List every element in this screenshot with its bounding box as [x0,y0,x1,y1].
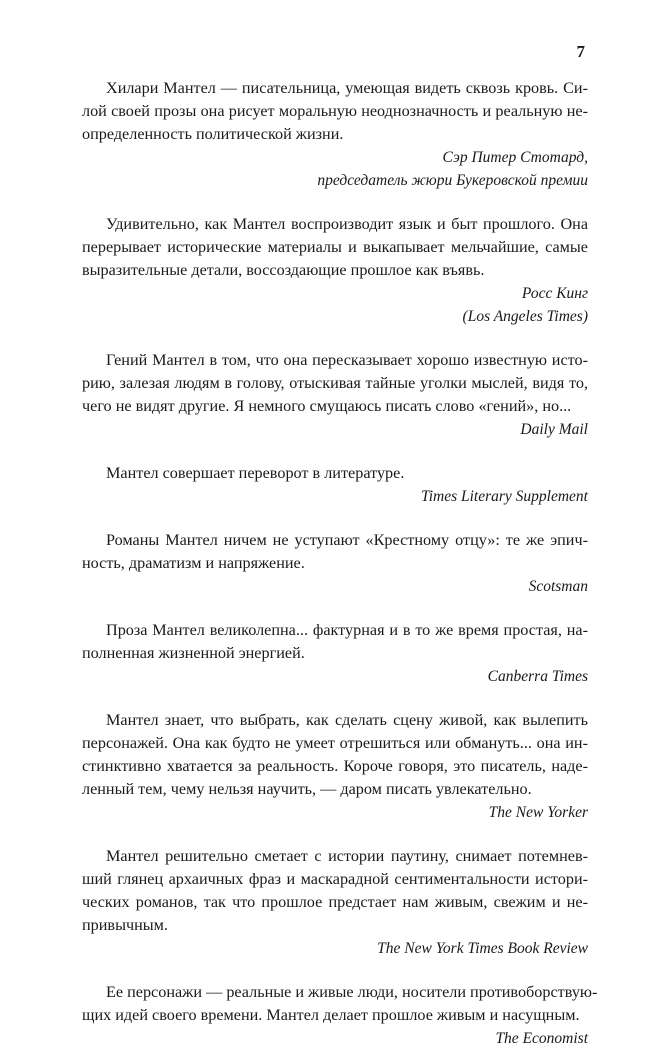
text-line: персонажей. Она как будто не умеет отрешиться или обмануть... она ин- [82,734,588,752]
text-line: Мантел знает, что выбрать, как сделать сцену живой, как вылепить [106,711,588,729]
blurb-source [82,485,588,508]
source-line: Times Literary Supplement [420,488,588,505]
text-line: Мантел решительно сметает с истории паутину, снимает потемнев- [106,847,588,865]
blurb-4 [82,462,588,508]
text-line: привычным. [82,916,168,934]
text-line: определенность политической жизни. [82,125,344,143]
source-line: Scotsman [528,578,588,595]
blurb-9 [82,981,598,1050]
blurb-source [82,146,588,192]
source-line: Росс Кинг [521,285,588,302]
page-number: 7 [576,42,585,61]
blurb-text [82,349,588,418]
text-line: Хилари Мантел — писательница, умеющая видеть сквозь кровь. Си- [106,79,588,97]
text-line: щих идей своего времени. Мантел делает прошлое живым и насущным. [82,1006,580,1024]
blurb-source [82,418,588,441]
text-line: Удивительно, как Мантел воспроизводит язык и быт прошлого. Она [106,215,588,233]
source-line: председатель жюри Букеровской премии [317,172,588,189]
source-line: Canberra Times [487,668,588,685]
source-line: The New Yorker [488,804,588,821]
text-line: полненная жизненной энергией. [82,644,305,662]
text-line: стинктивно хватается за реальность. Короче говоря, это писатель, наде- [82,757,588,775]
blurb-8 [82,845,588,960]
blurb-2 [82,213,588,328]
text-line: рию, залезая людям в голову, отыскивая тайные уголки мыслей, видя то, [82,374,588,392]
blurb-text [82,981,598,1027]
blurb-source [82,575,588,598]
text-line: ший глянец архаичных фраз и маскарадной сентиментальности истори- [82,870,588,888]
text-line: Ее персонажи — реальные и живые люди, носители противоборствую- [106,983,598,1001]
blurb-3 [82,349,588,441]
text-line: ность, драматизм и напряжение. [82,554,305,572]
source-line: (Los Angeles Times) [462,308,588,325]
text-line: перерывает исторические материалы и выкапывает мельчайшие, самые [82,238,588,256]
blurb-text [82,77,588,146]
book-page [82,0,598,1047]
blurb-source [82,1027,588,1050]
text-line: ленный тем, чему нельзя научить, — даром писать увлекательно. [82,780,532,798]
blurb-source [82,937,588,960]
text-line: лой своей прозы она рисует моральную неоднозначность и реальную не- [82,102,588,120]
blurb-1 [82,77,588,192]
text-line: чего не видят другие. Я немного смущаюсь писать слово «гений», но... [82,397,572,415]
blurb-7 [82,709,588,824]
blurb-text [82,619,588,665]
text-line: ческих романов, так что прошлое предстает нам живым, свежим и не- [82,893,588,911]
text-line: Проза Мантел великолепна... фактурная и в то же время простая, на- [106,621,588,639]
blurb-5 [82,529,588,598]
text-line: Гений Мантел в том, что она пересказывает хорошо известную исто- [106,351,588,369]
text-line: Романы Мантел ничем не уступают «Крестному отцу»: те же эпич- [106,531,588,549]
blurb-text [82,213,588,282]
blurb-source [82,665,588,688]
blurbs-list [82,77,598,1050]
blurb-source [82,282,588,328]
source-line: Сэр Питер Стотард, [442,149,588,166]
blurb-text [82,845,588,937]
blurb-6 [82,619,588,688]
text-line: выразительные детали, воссоздающие прошлое как въявь. [82,261,485,279]
source-line: Daily Mail [520,421,588,438]
source-line: The New York Times Book Review [377,940,588,957]
blurb-source [82,801,588,824]
text-line: Мантел совершает переворот в литературе. [106,464,405,482]
blurb-text [82,709,588,801]
blurb-text [82,529,588,575]
blurb-text [82,462,588,485]
source-line: The Economist [495,1030,588,1047]
